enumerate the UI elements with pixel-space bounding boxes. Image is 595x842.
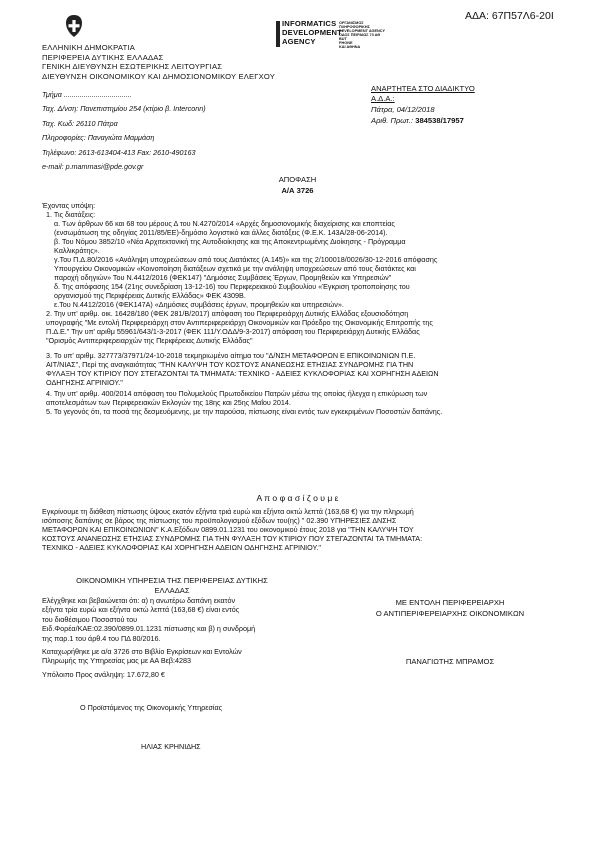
greek-emblem-icon <box>63 14 85 38</box>
finance-service-title: ΕΛΛΑΔΑΣ <box>154 586 190 595</box>
item-1a-line: (ενσωμάτωση της οδηγίας 2011/85/ΕΕ)-δημόσιο λογιστικό και άλλες διατάξεις (Φ.Ε.Κ. 143Α/28-06-2014). <box>54 228 388 237</box>
item-1b-line: β. Του Νόμου 3852/10 «Νέα Αρχιτεκτονική της Αυτοδιοίκησης και της Αποκεντρωμένης Διοίκησης - Πρόγραμμα <box>54 237 406 246</box>
considering-label: Έχοντας υπόψη: <box>42 201 96 210</box>
signatory-title: ΜΕ ΕΝΤΟΛΗ ΠΕΡΙΦΕΡΕΙΑΡΧΗ <box>395 598 505 607</box>
item-1c-line: γ.Του Π.Δ.80/2016 «Ανάληψη υποχρεώσεων από τους Διατάκτες (Α.145)» και της 2/100018/0026/30-12-2016 απόφασης <box>54 255 438 264</box>
header-line: ΠΕΡΙΦΕΡΕΙΑ ΔΥΤΙΚΗΣ ΕΛΛΑΔΑΣ <box>42 52 164 62</box>
signatory-name: ΠΑΝΑΓΙΩΤΗΣ ΜΠΡΑΜΟΣ <box>405 657 495 666</box>
decide-heading: Α π ο φ α σ ί ζ ο υ μ ε <box>256 493 339 503</box>
department-line: Τμήμα .................................. <box>42 90 132 99</box>
item-2-line: υπογραφής "Με εντολή Περιφερειάρχη στον Αντιπεριφερειάρχη Οικονομικών και Πρόεδρο της Οικονομικής Επιτροπής της <box>46 318 433 327</box>
item-3-line: 3. Το υπ' αριθμ. 327773/37971/24-10-2018 τεκμηριωμένο αίτημα του "Δ/ΝΣΗ ΜΕΤΑΦΟΡΩΝ Ε ΕΠΙΚΟΙΝΩΝΙΩΝ Π.Ε. <box>46 351 416 360</box>
protocol-number-row <box>371 115 475 126</box>
contact-line: Τηλέφωνο: 2613-613404-413 Fax: 2610-490163 <box>42 147 196 157</box>
header-line: ΕΛΛΗΝΙΚΗ ΔΗΜΟΚΡΑΤΙΑ <box>42 43 135 52</box>
logo-mark <box>276 21 280 47</box>
logo-text-line: INFORMATICS <box>282 19 337 28</box>
finance-head-name: ΗΛΙΑΣ ΚΡΗΝΙΔΗΣ <box>141 742 201 751</box>
item-1d-line: οργανισμού της Περιφέρειας Δυτικής Ελλάδας» ΦΕΚ 4309Β. <box>54 291 246 300</box>
checked-line: Ειδ.Φορέα/ΚΑΕ:02.390/0899.01.1231 πίστωσης και β) η συνδρομή <box>42 624 256 634</box>
approval-paragraph <box>42 507 422 552</box>
remaining-balance: Υπόλοιπο Προς ανάληψη: 17.672,80 € <box>42 669 165 679</box>
item-1b-line: Καλλικράτης». <box>54 246 100 255</box>
ada-label: Α.Δ.Α.: <box>371 94 395 103</box>
header-line: ΔΙΕΥΘΥΝΣΗ ΟΙΚΟΝΟΜΙΚΟΥ ΚΑΙ ΔΗΜΟΣΙΟΝΟΜΙΚΟΥ ΕΛΕΓΧΟΥ <box>42 71 276 81</box>
item-5: 5. Το γεγονός ότι, τα ποσά της δεσμευόμενης, με την παρούσα, πίστωσης είναι εντός των εγκεκριμένων Ποσοστών δαπάνης. <box>46 407 443 416</box>
logo-small-line: PHONE <box>339 41 353 45</box>
contact-line: Ταχ. Κωδ: 26110 Πάτρα <box>42 118 118 128</box>
logo-text-line: AGENCY <box>282 37 316 46</box>
signatory-title: Ο ΑΝΤΙΠΕΡΙΦΕΡΕΙΑΡΧΗΣ ΟΙΚΟΝΟΜΙΚΩΝ <box>375 609 525 618</box>
posted-online-label: ΑΝΑΡΤΗΤΕΑ ΣΤΟ ΔΙΑΔΙΚΤΥΟ <box>371 84 475 93</box>
contact-line: Πληροφορίες: Παναγιώτα Μαμμάση <box>42 133 155 142</box>
item-1a-line: α. Των άρθρων 66 και 68 του μέρους Δ του Ν.4270/2014 «Αρχές δημοσιονομικής διαχείρισης και εποπτείας <box>54 219 395 228</box>
logo-small-line: ΟΡΓΑΝΙΣΜΟΣ <box>339 21 364 25</box>
ada-code: ΑΔΑ: 67Π57Λ6-20Ι <box>465 10 554 22</box>
decision-body <box>42 201 442 416</box>
finance-service-block <box>42 576 302 679</box>
approval-line: Εγκρίνουμε τη διάθεση πίστωσης ύψους εκατόν εξήντα τριά ευρώ και εξήντα οκτώ λεπτά (163,68 €) για την πληρωμή <box>42 507 414 516</box>
checked-line: του διαθέσιμου Ποσοστού του <box>42 614 138 624</box>
item-3-line: ΦΥΛΑΞΗ ΤΟΥ ΚΤΙΡΙΟΥ ΠΟΥ ΣΤΕΓΑΖΟΝΤΑΙ ΤΑ ΤΜΗΜΑΤΑ: ΤΕΧΝΙΚΟ - ΑΔΕΙΕΣ ΚΥΚΛΟΦΟΡΙΑΣ ΚΑΙ ΧΟΡΗΓΗΣΗ ΑΔΕΙΩΝ <box>46 369 439 378</box>
item-1c-line: παροχή οδηγιών» Του Ν.4412/2016 (ΦΕΚ147) "Δημόσιες Συμβάσεις Έργων, Προμηθειών και Υπηρεσιών" <box>54 273 392 282</box>
logo-text-line: DEVELOPMENT <box>282 28 343 37</box>
item-2-line: Π.Δ.Ε." Την υπ' αριθμ 55961/643/1-3-2017 (ΦΕΚ 111/Υ.ΟΔΔ/9-3-2017) απόφαση του Περιφερειάρχη Δυτικής Ελλάδας <box>46 327 420 336</box>
decision-number: Α/Α 3726 <box>281 186 314 195</box>
contact-line: Ταχ. Δ/νση: Πανεπιστημίου 254 (κτίριο β. Interconn) <box>42 104 206 113</box>
item-3-line: ΑΙΤ/ΝΙΑΣ", Περί της αναγκαιότητας "ΤΗΝ ΚΑΛΥΨΗ ΤΟΥ ΚΟΣΤΟΥΣ ΑΝΑΝΕΩΣΗΣ ΕΤΗΣΙΑΣ ΣΥΝΔΡΟΜΗΣ ΓΙΑ ΤΗΝ <box>46 360 414 369</box>
logo-small-line: ΠΛΗΡΟΦΟΡΙΚΗΣ <box>339 25 370 29</box>
recorded-line: Καταχωρήθηκε με α/α 3726 στο Βιβλίο Εγκρίσεων και Εντολών <box>42 647 242 657</box>
item-1: 1. Τις διατάξεις: <box>46 210 96 219</box>
logo-small-line: DEVELOPMENT AGENCY <box>339 29 386 33</box>
item-1d-line: δ. Της απόφασης 154 (21ης συνεδρίαση 13-12-16) του Περιφερειακού Συμβουλίου «Έγκριση τροποποίησης του <box>54 282 410 291</box>
item-2-line: 2. Την υπ' αριθμ. οικ. 16428/180 (ΦΕΚ 281/Β/2017) απόφαση του Περιφερειάρχη Δυτικής Ελλάδας εξουσιοδότηση <box>46 309 409 318</box>
logo-small-line: ΟΔΟΣ ΠΕΙΡΑΙΩΣ 73 ΑΘ <box>339 33 381 37</box>
finance-service-title: ΟΙΚΟΝΟΜΙΚΗ ΥΠΗΡΕΣΙΑ ΤΗΣ ΠΕΡΙΦΕΡΕΙΑΣ ΔΥΤΙΚΗΣ <box>76 576 268 585</box>
finance-head-title: Ο Προϊστάμενος της Οικονομικής Υπηρεσίας <box>80 703 223 712</box>
protocol-label: Αριθ. Πρωτ.: <box>371 116 414 125</box>
posting-block <box>371 84 475 126</box>
document-date: Πάτρα, 04/12/2018 <box>371 105 435 114</box>
checked-line: της παρ.1 του άρθ.4 του ΠΔ 80/2016. <box>42 633 161 643</box>
item-4-line: 4. Την υπ' αριθμ. 400/2014 απόφαση του Πολυμελούς Πρωτοδικείου Πατρών μέσω της οποίας ήλεγχα η επικύρωση των <box>46 389 428 398</box>
approval-line: ΜΕΤΑΦΟΡΩΝ ΚΑΙ ΕΠΙΚΟΙΝΩΝΙΩΝ" Κ.Α.Εξόδων 0899.01.1231 του οικονομικού έτους 2018 για "ΤΗΝ ΚΑΛΥΨΗ ΤΟΥ <box>42 525 414 534</box>
contact-block <box>42 102 206 175</box>
logo-small-line: ΚΑΙ ΑΘΗΝΑ <box>339 45 361 49</box>
checked-line: εξήντα τρία ευρώ και εξήντα οκτώ λεπτά (163,68 €) είναι εντός <box>42 605 240 615</box>
approval-line: ισόποσης δαπάνης σε βάρος της πίστωσης του προϋπολογισμού εξόδων του(ης) " 02.390 ΥΠΗΡΕΣΙΕΣ ΔΝΣΗΣ <box>42 516 397 525</box>
recorded-line: Πληρωμής της Υπηρεσίας μας με ΑΑ Βεβ:4283 <box>42 656 191 666</box>
item-4-line: αποτελεσμάτων των Περιφερειακών Εκλογών της 18ης και 25ης Μαΐου 2014. <box>46 398 291 407</box>
logo-small-line: BUT <box>339 37 347 41</box>
approval-line: ΚΟΣΤΟΥΣ ΑΝΑΝΕΩΣΗΣ ΕΤΗΣΙΑΣ ΣΥΝΔΡΟΜΗΣ ΓΙΑ ΤΗΝ ΦΥΛΑΞΗ ΤΟΥ ΚΤΙΡΙΟΥ ΠΟΥ ΣΤΕΓΑΖΟΝΤΑΙ ΤΑ ΤΜΗΜΑΤΑ: <box>42 534 423 543</box>
item-2-line: "Ορισμός Αντιπεριφερειαρχών της Περιφέρειας Δυτικής Ελλάδας" <box>46 336 253 345</box>
decision-title: ΑΠΟΦΑΣΗ <box>278 175 317 184</box>
item-3-line: ΟΔΗΓΗΣΗΣ ΑΓΡΙΝΙΟΥ." <box>46 378 123 387</box>
signatory-block <box>340 597 560 619</box>
approval-line: ΤΕΧΝΙΚΟ - ΑΔΕΙΕΣ ΚΥΚΛΟΦΟΡΙΑΣ ΚΑΙ ΧΟΡΗΓΗΣΗ ΑΔΕΙΩΝ ΟΔΗΓΗΣΗΣ ΑΓΡΙΝΙΟΥ." <box>42 543 321 552</box>
contact-email: e-mail: p.mammasi@pde.gov.gr <box>42 162 144 171</box>
item-1c-line: Υπουργείου Οικονομικών «Κοινοποίηση διατάξεων σχετικά με την ανάληψη υποχρεώσεων από τους διατάκτες και <box>54 264 416 273</box>
checked-line: Ελέγχθηκε και βεβαιώνεται ότι: α) η ανωτέρω δαπάνη εκατόν <box>42 596 236 605</box>
item-1e-line: ε.Του Ν.4412/2016 (ΦΕΚ147Α) «Δημόσιες συμβάσεις έργων, προμηθειών και υπηρεσιών». <box>54 300 344 309</box>
header-line: ΓΕΝΙΚΗ ΔΙΕΥΘΥΝΣΗ ΕΣΩΤΕΡΙΚΗΣ ΛΕΙΤΟΥΡΓΙΑΣ <box>42 62 223 72</box>
protocol-number: 384538/17957 <box>415 116 464 125</box>
issuer-header <box>42 43 275 81</box>
